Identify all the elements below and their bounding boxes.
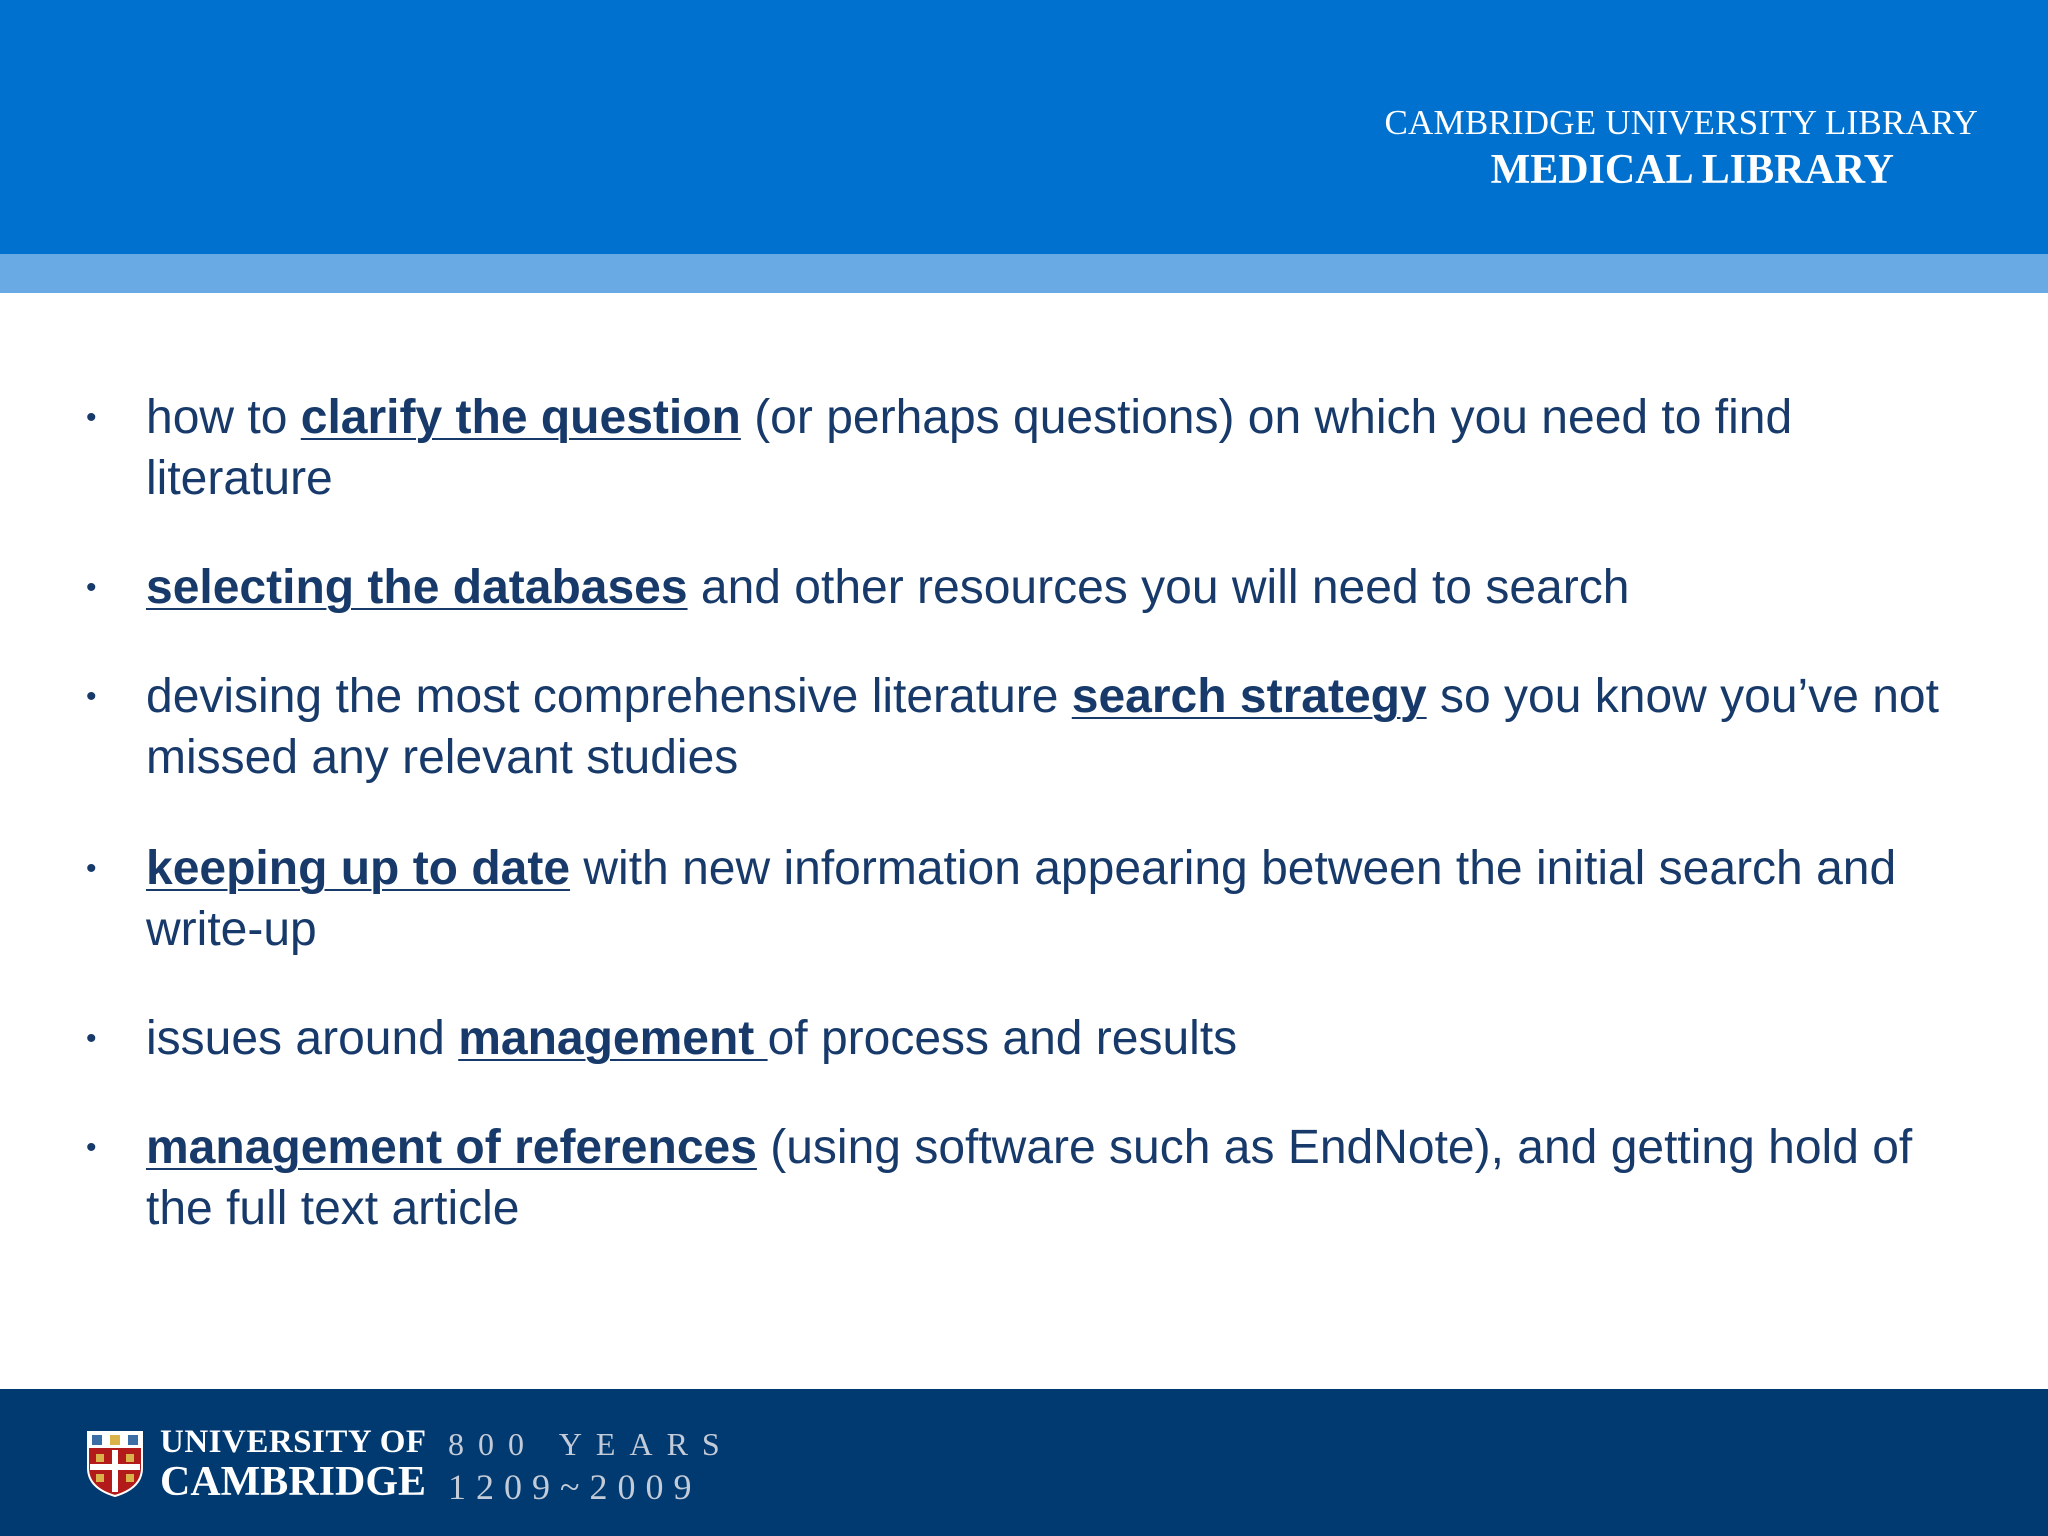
keyword-link[interactable]: search strategy xyxy=(1071,670,1427,723)
bullet-text: devising the most comprehensive literature search strategy so you know you’ve not missed any relevant studies xyxy=(146,670,1939,784)
university-name-line2: CAMBRIDGE xyxy=(160,1459,427,1505)
university-crest-icon xyxy=(86,1430,144,1498)
anniversary-label: 800 YEARS xyxy=(448,1426,734,1462)
header-stripe xyxy=(0,254,2048,293)
anniversary-dates: 1209~2009 xyxy=(448,1467,702,1507)
keyword-link[interactable]: management xyxy=(458,1012,768,1065)
bullet-dot: • xyxy=(86,571,97,604)
bullet-dot: • xyxy=(86,1131,97,1164)
keyword-link[interactable]: selecting the databases xyxy=(146,561,688,614)
bullet-dot: • xyxy=(86,401,97,434)
keyword-link[interactable]: keeping up to date xyxy=(146,842,571,895)
bullet-item xyxy=(86,557,1946,618)
bullet-text: selecting the databases and other resources you will need to search xyxy=(146,561,1630,614)
bullet-text: issues around management of process and results xyxy=(146,1012,1238,1065)
bullet-item xyxy=(86,387,1946,509)
bullet-text: management of references (using software such as EndNote), and getting hold of the full text article xyxy=(146,1121,1913,1235)
bullet-item xyxy=(86,1008,1946,1069)
bullet-item xyxy=(86,838,1946,960)
bullet-dot: • xyxy=(86,1022,97,1055)
keyword-link[interactable]: clarify the question xyxy=(300,391,741,444)
bullet-dot: • xyxy=(86,680,97,713)
bullet-text: how to clarify the question (or perhaps questions) on which you need to find literature xyxy=(146,391,1793,505)
library-name: CAMBRIDGE UNIVERSITY LIBRARY xyxy=(1384,103,1978,142)
university-name-line1: UNIVERSITY OF xyxy=(160,1424,427,1460)
library-subtitle: MEDICAL LIBRARY xyxy=(1490,147,1894,193)
bullet-text: keeping up to date with new information appearing between the initial search and write-up xyxy=(146,842,1897,956)
bullet-item xyxy=(86,666,1946,788)
bullet-item xyxy=(86,1117,1946,1239)
bullet-dot: • xyxy=(86,852,97,885)
keyword-link[interactable]: management of references xyxy=(146,1121,757,1174)
